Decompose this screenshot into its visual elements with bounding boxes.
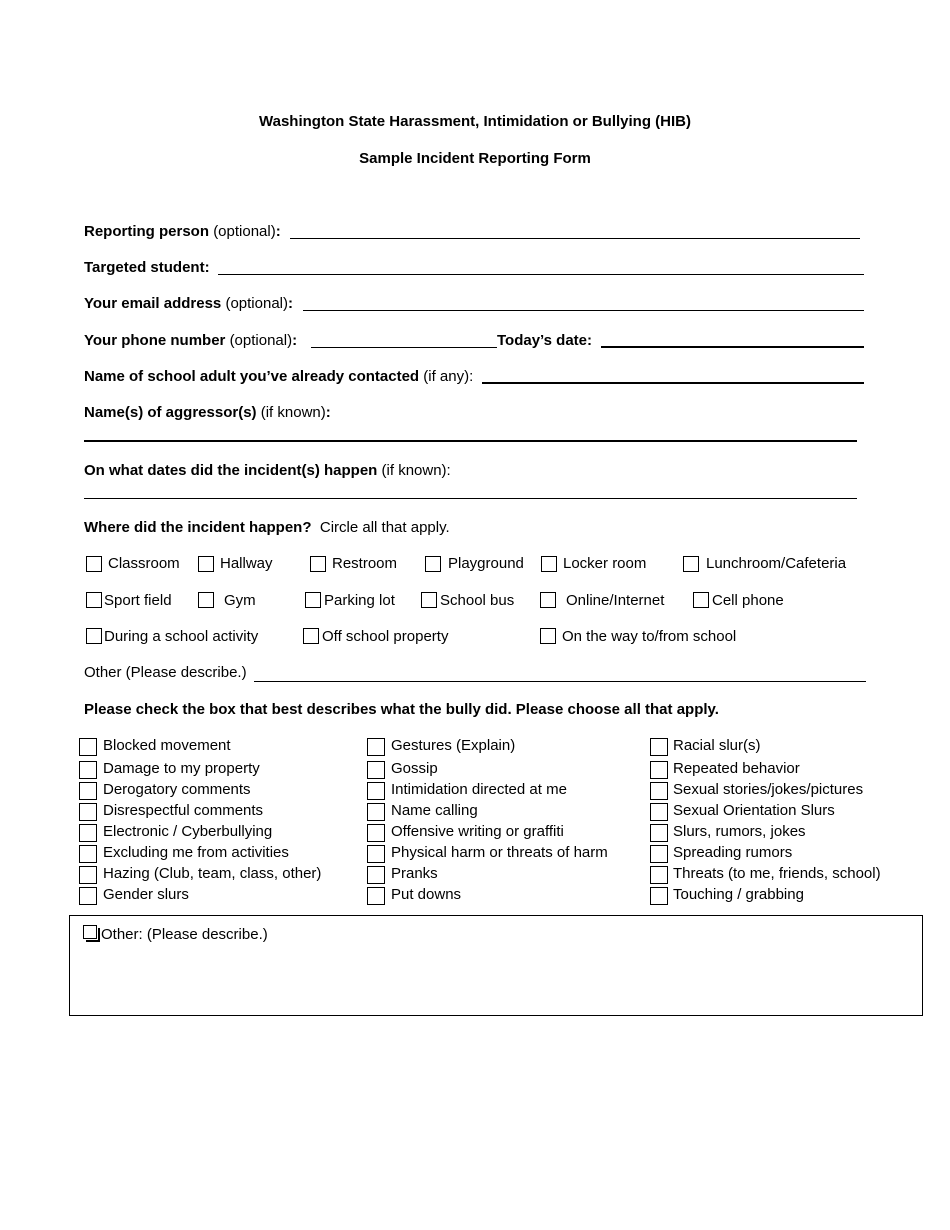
checkbox-other-behavior[interactable]	[83, 925, 97, 939]
label-spreading-rumors: Spreading rumors	[673, 844, 793, 861]
label-hazing-club-team-class-other: Hazing (Club, team, class, other)	[103, 865, 322, 882]
label-slurs-rumors-jokes: Slurs, rumors, jokes	[673, 823, 806, 840]
checkbox-threats-to-me-friends-school[interactable]	[650, 866, 668, 884]
checkbox-off-school[interactable]	[303, 628, 319, 644]
checkbox-school-bus[interactable]	[421, 592, 437, 608]
aggressors-field[interactable]	[84, 440, 857, 442]
checkbox-gossip[interactable]	[367, 761, 385, 779]
label-locker-room: Locker room	[563, 555, 647, 572]
checkbox-gym[interactable]	[198, 592, 214, 608]
label-physical-harm-or-threats-of-harm: Physical harm or threats of harm	[391, 844, 608, 861]
checkbox-physical-harm-or-threats-of-harm[interactable]	[367, 845, 385, 863]
label-restroom: Restroom	[332, 555, 398, 572]
label-intimidation-directed-at-me: Intimidation directed at me	[391, 781, 567, 798]
checkbox-parking-lot[interactable]	[305, 592, 321, 608]
label-cell-phone: Cell phone	[712, 592, 784, 609]
checkbox-playground[interactable]	[425, 556, 441, 572]
label-blocked-movement: Blocked movement	[103, 737, 231, 754]
label-damage-to-my-property: Damage to my property	[103, 760, 260, 777]
label-derogatory-comments: Derogatory comments	[103, 781, 251, 798]
label-threats-to-me-friends-school: Threats (to me, friends, school)	[673, 865, 881, 882]
label-hallway: Hallway	[220, 555, 273, 572]
checkbox-hazing-club-team-class-other[interactable]	[79, 866, 97, 884]
checkbox-racial-slur-s[interactable]	[650, 738, 668, 756]
checkbox-derogatory-comments[interactable]	[79, 782, 97, 800]
school-adult-label: Name of school adult you’ve already contacted (if any):	[84, 368, 474, 385]
label-off-school: Off school property	[322, 628, 449, 645]
label-sport-field: Sport field	[104, 592, 172, 609]
checkbox-touching-grabbing[interactable]	[650, 887, 668, 905]
checkbox-disrespectful-comments[interactable]	[79, 803, 97, 821]
phone-label: Your phone number (optional):	[84, 332, 298, 349]
label-school-activity: During a school activity	[104, 628, 259, 645]
label-pranks: Pranks	[391, 865, 438, 882]
checkbox-offensive-writing-or-graffiti[interactable]	[367, 824, 385, 842]
checkbox-pranks[interactable]	[367, 866, 385, 884]
label-racial-slur-s: Racial slur(s)	[673, 737, 761, 754]
label-gestures-explain: Gestures (Explain)	[391, 737, 516, 754]
checkbox-blocked-movement[interactable]	[79, 738, 97, 756]
form-title: Washington State Harassment, Intimidation or Bullying (HIB)	[259, 113, 691, 130]
checkbox-sexual-orientation-slurs[interactable]	[650, 803, 668, 821]
label-repeated-behavior: Repeated behavior	[673, 760, 800, 777]
form-subtitle: Sample Incident Reporting Form	[359, 150, 591, 167]
checkbox-cell-phone[interactable]	[693, 592, 709, 608]
checkbox-intimidation-directed-at-me[interactable]	[367, 782, 385, 800]
email-label: Your email address (optional):	[84, 295, 293, 312]
label-touching-grabbing: Touching / grabbing	[673, 886, 804, 903]
other-location-label: Other (Please describe.)	[84, 664, 247, 681]
label-electronic-cyberbullying: Electronic / Cyberbullying	[103, 823, 273, 840]
checkbox-to-from-school[interactable]	[540, 628, 556, 644]
label-gender-slurs: Gender slurs	[103, 886, 189, 903]
label-disrespectful-comments: Disrespectful comments	[103, 802, 264, 819]
behaviors-instruction: Please check the box that best describes what the bully did. Please choose all that apply.	[84, 701, 719, 718]
date-label: Today’s date:	[497, 332, 593, 349]
checkbox-electronic-cyberbullying[interactable]	[79, 824, 97, 842]
targeted-student-field[interactable]	[218, 274, 864, 275]
checkbox-lunchroom[interactable]	[683, 556, 699, 572]
dates-label: On what dates did the incident(s) happen (if known):	[84, 462, 451, 479]
date-field[interactable]	[601, 346, 864, 348]
label-parking-lot: Parking lot	[324, 592, 395, 609]
label-lunchroom: Lunchroom/Cafeteria	[706, 555, 847, 572]
reporting-person-label: Reporting person (optional):	[84, 223, 281, 240]
label-gym: Gym	[224, 592, 256, 609]
label-to-from-school: On the way to/from school	[562, 628, 737, 645]
checkbox-spreading-rumors[interactable]	[650, 845, 668, 863]
other-behavior-label: Other: (Please describe.)	[101, 926, 268, 943]
other-location-field[interactable]	[254, 681, 866, 682]
label-put-downs: Put downs	[391, 886, 462, 903]
school-adult-field[interactable]	[482, 382, 864, 384]
phone-field[interactable]	[311, 347, 497, 348]
label-classroom: Classroom	[108, 555, 180, 572]
checkbox-school-activity[interactable]	[86, 628, 102, 644]
label-playground: Playground	[448, 555, 524, 572]
checkbox-locker-room[interactable]	[541, 556, 557, 572]
label-sexual-stories-jokes-pictures: Sexual stories/jokes/pictures	[673, 781, 864, 798]
checkbox-repeated-behavior[interactable]	[650, 761, 668, 779]
checkbox-damage-to-my-property[interactable]	[79, 761, 97, 779]
where-question: Where did the incident happen? Circle all that apply.	[84, 519, 450, 536]
label-excluding-me-from-activities: Excluding me from activities	[103, 844, 289, 861]
checkbox-gestures-explain[interactable]	[367, 738, 385, 756]
checkbox-classroom[interactable]	[86, 556, 102, 572]
checkbox-hallway[interactable]	[198, 556, 214, 572]
targeted-student-label: Targeted student:	[84, 259, 210, 276]
email-field[interactable]	[303, 310, 864, 311]
checkbox-name-calling[interactable]	[367, 803, 385, 821]
checkbox-put-downs[interactable]	[367, 887, 385, 905]
reporting-person-field[interactable]	[290, 238, 860, 239]
label-offensive-writing-or-graffiti: Offensive writing or graffiti	[391, 823, 564, 840]
label-online: Online/Internet	[566, 592, 665, 609]
checkbox-excluding-me-from-activities[interactable]	[79, 845, 97, 863]
checkbox-slurs-rumors-jokes[interactable]	[650, 824, 668, 842]
label-name-calling: Name calling	[391, 802, 478, 819]
dates-field[interactable]	[84, 498, 857, 499]
label-school-bus: School bus	[440, 592, 515, 609]
aggressors-label: Name(s) of aggressor(s) (if known):	[84, 404, 331, 421]
checkbox-sexual-stories-jokes-pictures[interactable]	[650, 782, 668, 800]
checkbox-online[interactable]	[540, 592, 556, 608]
checkbox-gender-slurs[interactable]	[79, 887, 97, 905]
checkbox-sport-field[interactable]	[86, 592, 102, 608]
label-sexual-orientation-slurs: Sexual Orientation Slurs	[673, 802, 835, 819]
checkbox-restroom[interactable]	[310, 556, 326, 572]
label-gossip: Gossip	[391, 760, 438, 777]
